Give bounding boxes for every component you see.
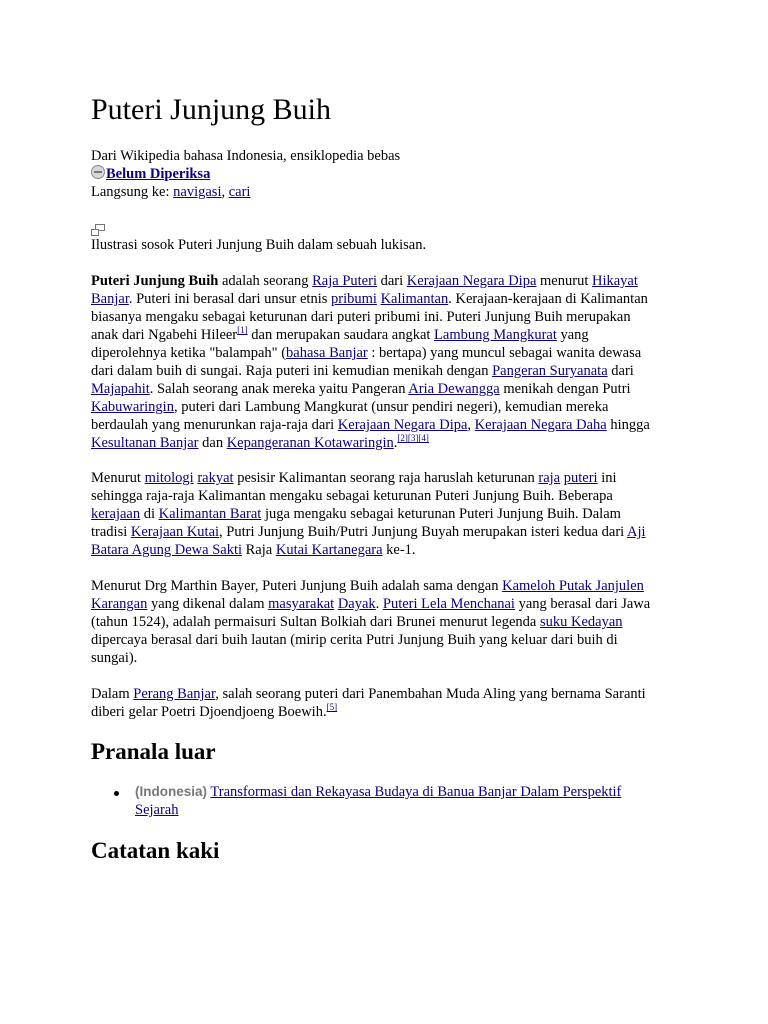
jump-search-link[interactable]: cari — [228, 184, 251, 200]
heading-external-links: Pranala luar — [91, 739, 216, 764]
paragraph-mythology: Menurut mitologi rakyat pesisir Kalimantan seorang raja haruslah keturunan raja puteri ini sehingga raja-raja Kalimantan mengaku sebagai keturunan Puteri Junjung Buih. Beberapa kerajaan di Kalimantan Barat juga mengaku sebagai keturunan Puteri Junjung Buih. Dalam tradisi Kerajaan Kutai, Putri Junjung Buih/Putri Junjung Buyah merupakan isteri kedua dari Aji Batara Agung Dewa Sakti Raja Kutai Kartanegara ke-1. — [91, 470, 646, 558]
review-flag-link[interactable]: Belum Diperiksa — [106, 166, 211, 182]
link-lambung-mangkurat[interactable]: Lambung Mangkurat — [434, 327, 557, 343]
link-hikayat-banjar-2[interactable]: Banjar — [91, 291, 129, 307]
link-aji-batara-agung-dewa-sakti[interactable]: Aji — [627, 524, 646, 540]
link-kabuwaringin[interactable]: Kabuwaringin — [91, 399, 174, 415]
ref-2[interactable]: [2] — [397, 433, 408, 443]
ref-1[interactable]: [1] — [237, 325, 248, 335]
paragraph-bayer: Menurut Drg Marthin Bayer, Puteri Junjung Buih adalah sama dengan Kameloh Putak Janjulen Karangan yang dikenal dalam masyarakat Dayak. Puteri Lela Menchanai yang berasal dari Jawa (tahun 1524), adalah permaisuri Sultan Bolkiah dari Brunei menurut legenda suku Kedayan dipercaya berasal dari buih lautan (mirip cerita Putri Junjung Buih yang keluar dari buih di sungai). — [91, 578, 651, 666]
link-aria-dewangga[interactable]: Aria Dewangga — [408, 381, 500, 397]
link-pangeran-suryanata[interactable]: Pangeran Suryanata — [492, 363, 608, 379]
link-kesultanan-banjar[interactable]: Kesultanan Banjar — [91, 435, 199, 451]
link-mitologi[interactable]: mitologi — [144, 470, 194, 486]
link-hikayat-banjar[interactable]: Hikayat — [591, 273, 638, 289]
link-kerajaan-negara-daha[interactable]: Kerajaan Negara Daha — [474, 417, 607, 433]
link-suku-kedayan[interactable]: suku Kedayan — [539, 614, 623, 630]
link-bahasa-banjar[interactable]: bahasa Banjar — [286, 345, 368, 361]
link-kerajaan-negara-dipa-2[interactable]: Kerajaan Negara Dipa — [337, 417, 468, 433]
link-rakyat[interactable]: rakyat — [197, 470, 234, 486]
link-kalimantan[interactable]: Kalimantan — [380, 291, 449, 307]
link-kepangeranan-kotawaringin[interactable]: Kepangeranan Kotawaringin — [226, 435, 394, 451]
external-link-cont[interactable]: Sejarah — [135, 802, 179, 818]
link-masyarakat[interactable]: masyarakat — [268, 596, 335, 612]
enlarge-image-icon[interactable] — [91, 224, 105, 236]
link-kerajaan[interactable]: kerajaan — [91, 506, 141, 522]
link-puteri-lela-menchanai[interactable]: Puteri Lela Menchanai — [382, 596, 515, 612]
review-flag — [91, 165, 210, 183]
link-puteri[interactable]: puteri — [563, 470, 598, 486]
link-kerajaan-negara-dipa[interactable]: Kerajaan Negara Dipa — [406, 273, 537, 289]
link-kutai-kartanegara[interactable]: Kutai Kartanegara — [275, 542, 383, 558]
link-aji-batara-agung-dewa-sakti-2[interactable]: Batara Agung Dewa Sakti — [91, 542, 243, 558]
link-pribumi[interactable]: pribumi — [331, 291, 377, 307]
ref-3[interactable]: [3] — [407, 433, 419, 443]
link-raja-puteri[interactable]: Raja Puteri — [312, 273, 377, 289]
language-label: (Indonesia) — [135, 784, 208, 799]
link-perang-banjar[interactable]: Perang Banjar — [133, 686, 216, 702]
link-dayak[interactable]: Dayak — [337, 596, 376, 612]
link-kerajaan-kutai[interactable]: Kerajaan Kutai — [130, 524, 220, 540]
list-item — [135, 783, 621, 819]
paragraph-intro: Puteri Junjung Buih adalah seorang Raja Puteri dari Kerajaan Negara Dipa menurut Hikayat Banjar. Puteri ini berasal dari unsur etnis pribumi Kalimantan. Kerajaan-kerajaan di Kalimantan biasanya mengaku sebagai keturunan dari puteri pribumi ini. Puteri Junjung Buih merupakan anak dari Ngabehi Hileer[1] dan merupakan saudara angkat Lambung Mangkurat yang diperolehnya ketika "balampah" (bahasa Banjar : bertapa) yang muncul sebagai wanita dewasa dari dalam buih di sungai. Raja puteri ini kemudian menikah dengan Pangeran Suryanata dari Majapahit. Salah seorang anak mereka yaitu Pangeran Aria Dewangga menikah dengan Putri Kabuwaringin, puteri dari Lambung Mangkurat (unsur pendiri negeri), kemudian mereka berdaulah yang menurunkan raja-raja dari Kerajaan Negara Dipa, Kerajaan Negara Daha hingga Kesultanan Banjar dan Kepangeranan Kotawaringin.[2][3][4] — [91, 273, 650, 451]
external-link[interactable]: Transformasi dan Rekayasa Budaya di Banua Banjar Dalam Perspektif — [210, 784, 622, 800]
image-caption: Ilustrasi sosok Puteri Junjung Buih dalam sebuah lukisan. — [91, 237, 427, 253]
link-raja[interactable]: raja — [538, 470, 561, 486]
ref-4[interactable]: [4] — [418, 433, 429, 443]
page-title: Puteri Junjung Buih — [91, 93, 332, 126]
review-status-icon — [91, 165, 105, 179]
jump-navigation-link[interactable]: navigasi — [173, 184, 222, 200]
jump-links: Langsung ke: navigasi, cari — [91, 184, 251, 200]
paragraph-perang-banjar: Dalam Perang Banjar, salah seorang puteri dari Panembahan Muda Aling yang bernama Saranti diberi gelar Poetri Djoendjoeng Boewih.[5] — [91, 686, 646, 720]
link-kameloh-putak-janjulen-karangan-2[interactable]: Karangan — [91, 596, 148, 612]
ref-5[interactable]: [5] — [326, 702, 338, 712]
heading-footnotes: Catatan kaki — [91, 838, 220, 863]
link-majapahit[interactable]: Majapahit — [91, 381, 150, 397]
bullet-icon — [114, 791, 119, 796]
link-kameloh-putak-janjulen-karangan[interactable]: Kameloh Putak Janjulen — [502, 578, 644, 594]
tagline: Dari Wikipedia bahasa Indonesia, ensiklopedia bebas — [91, 148, 401, 164]
link-kalimantan-barat[interactable]: Kalimantan Barat — [158, 506, 262, 522]
